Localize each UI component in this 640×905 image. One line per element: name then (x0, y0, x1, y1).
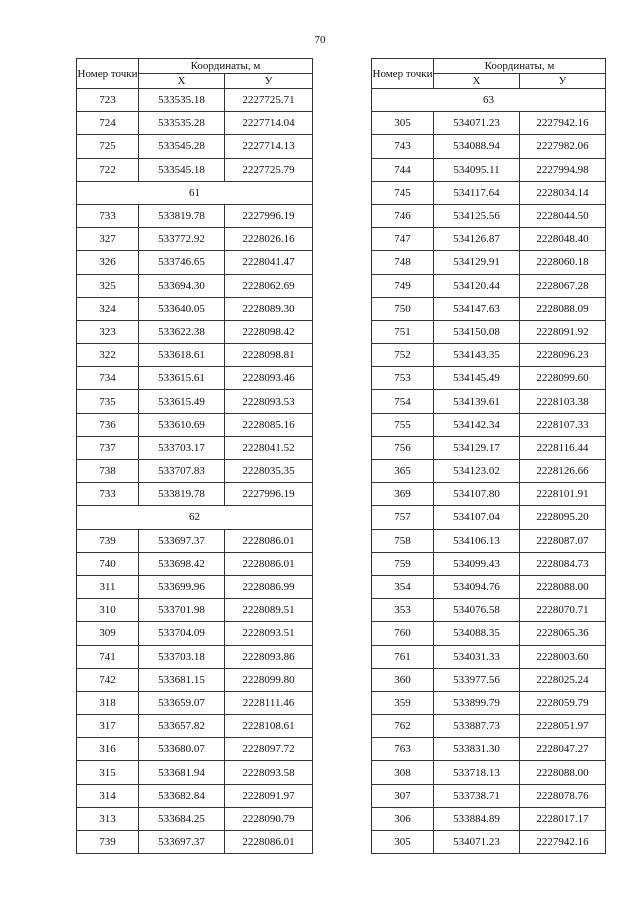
x-coordinate-cell: 534099.43 (434, 552, 520, 575)
table-row (77, 668, 313, 691)
y-coordinate-cell: 2228086.99 (225, 575, 313, 598)
y-coordinate-cell: 2228098.81 (225, 344, 313, 367)
point-number-cell: 763 (372, 738, 434, 761)
section-row (77, 181, 313, 204)
x-coordinate-cell: 533703.17 (139, 436, 225, 459)
table-row (77, 645, 313, 668)
x-coordinate-cell: 533535.28 (139, 112, 225, 135)
y-coordinate-cell: 2227725.79 (225, 158, 313, 181)
table-row (77, 413, 313, 436)
point-number-cell: 307 (372, 784, 434, 807)
table-body-right (372, 89, 606, 854)
y-coordinate-cell: 2228078.76 (520, 784, 606, 807)
table-row (372, 274, 606, 297)
y-coordinate-cell: 2227725.71 (225, 89, 313, 112)
x-coordinate-cell: 533772.92 (139, 228, 225, 251)
point-number-cell: 746 (372, 204, 434, 227)
coordinates-header: Координаты, м (139, 59, 313, 74)
point-number-cell: 308 (372, 761, 434, 784)
point-number-cell: 733 (77, 483, 139, 506)
y-coordinate-cell: 2228089.30 (225, 297, 313, 320)
point-number-cell: 737 (77, 436, 139, 459)
y-coordinate-cell: 2227942.16 (520, 831, 606, 854)
y-coordinate-cell: 2228085.16 (225, 413, 313, 436)
y-coordinate-cell: 2228096.23 (520, 344, 606, 367)
point-number-cell: 755 (372, 413, 434, 436)
y-coordinate-cell: 2228059.79 (520, 691, 606, 714)
y-coordinate-cell: 2228097.72 (225, 738, 313, 761)
y-coordinate-cell: 2227714.13 (225, 135, 313, 158)
x-coordinate-cell: 534125.56 (434, 204, 520, 227)
table-row (372, 390, 606, 413)
table-row (77, 89, 313, 112)
x-coordinate-cell: 533535.18 (139, 89, 225, 112)
table-row (372, 645, 606, 668)
point-number-cell: 739 (77, 529, 139, 552)
x-coordinate-cell: 533681.15 (139, 668, 225, 691)
x-coordinate-cell: 534076.58 (434, 599, 520, 622)
table-row (372, 344, 606, 367)
x-coordinate-cell: 533887.73 (434, 715, 520, 738)
table-row (372, 715, 606, 738)
x-coordinate-cell: 533718.13 (434, 761, 520, 784)
y-coordinate-cell: 2228065.36 (520, 622, 606, 645)
x-coordinate-cell: 534139.61 (434, 390, 520, 413)
point-number-cell: 725 (77, 135, 139, 158)
table-row (77, 460, 313, 483)
point-number-cell: 738 (77, 460, 139, 483)
section-number: 62 (77, 506, 313, 529)
table-row (372, 831, 606, 854)
table-row (77, 158, 313, 181)
y-coordinate-cell: 2228088.00 (520, 761, 606, 784)
y-coordinate-cell: 2227994.98 (520, 158, 606, 181)
point-number-cell: 761 (372, 645, 434, 668)
table-row (372, 668, 606, 691)
point-number-cell: 740 (77, 552, 139, 575)
x-coordinate-cell: 534129.17 (434, 436, 520, 459)
y-coordinate-cell: 2228087.07 (520, 529, 606, 552)
x-coordinate-cell: 533707.83 (139, 460, 225, 483)
x-coordinate-cell: 534095.11 (434, 158, 520, 181)
table-row (372, 228, 606, 251)
x-coordinate-cell: 533977.56 (434, 668, 520, 691)
point-number-cell: 760 (372, 622, 434, 645)
y-coordinate-cell: 2228041.47 (225, 251, 313, 274)
y-coordinate-cell: 2228035.35 (225, 460, 313, 483)
y-coordinate-cell: 2228003.60 (520, 645, 606, 668)
x-coordinate-cell: 534088.35 (434, 622, 520, 645)
coordinates-table-right (371, 58, 606, 854)
table-row (77, 831, 313, 854)
point-number-cell: 315 (77, 761, 139, 784)
y-coordinate-cell: 2228093.51 (225, 622, 313, 645)
x-coordinate-cell: 533694.30 (139, 274, 225, 297)
y-coordinate-cell: 2228048.40 (520, 228, 606, 251)
point-number-cell: 747 (372, 228, 434, 251)
point-number-cell: 310 (77, 599, 139, 622)
x-coordinate-cell: 533659.07 (139, 691, 225, 714)
table-row (372, 413, 606, 436)
point-number-cell: 724 (77, 112, 139, 135)
x-coordinate-cell: 533697.37 (139, 529, 225, 552)
x-coordinate-cell: 534117.64 (434, 181, 520, 204)
x-coordinate-cell: 534107.80 (434, 483, 520, 506)
x-coordinate-cell: 533698.42 (139, 552, 225, 575)
point-number-cell: 316 (77, 738, 139, 761)
table-row (372, 320, 606, 343)
point-number-cell: 322 (77, 344, 139, 367)
table-row (372, 367, 606, 390)
coordinates-header: Координаты, м (434, 59, 606, 74)
section-row (77, 506, 313, 529)
y-coordinate-cell: 2228093.46 (225, 367, 313, 390)
point-number-cell: 757 (372, 506, 434, 529)
y-coordinate-cell: 2228062.69 (225, 274, 313, 297)
x-coordinate-cell: 534142.34 (434, 413, 520, 436)
point-number-cell: 749 (372, 274, 434, 297)
point-number-cell: 748 (372, 251, 434, 274)
section-number: 63 (372, 89, 606, 112)
section-row (372, 89, 606, 112)
table-row (77, 135, 313, 158)
x-coordinate-cell: 533615.49 (139, 390, 225, 413)
table-row (77, 112, 313, 135)
y-coordinate-cell: 2227714.04 (225, 112, 313, 135)
point-number-cell: 745 (372, 181, 434, 204)
table-row (77, 807, 313, 830)
x-coordinate-cell: 533884.89 (434, 807, 520, 830)
y-coordinate-cell: 2228026.16 (225, 228, 313, 251)
point-number-cell: 733 (77, 204, 139, 227)
table-row (372, 483, 606, 506)
point-number-cell: 723 (77, 89, 139, 112)
y-coordinate-cell: 2228017.17 (520, 807, 606, 830)
y-coordinate-cell: 2228044.50 (520, 204, 606, 227)
point-number-cell: 354 (372, 575, 434, 598)
y-coordinate-cell: 2228041.52 (225, 436, 313, 459)
y-coordinate-cell: 2227996.19 (225, 483, 313, 506)
table-row (77, 483, 313, 506)
y-coordinate-cell: 2228099.60 (520, 367, 606, 390)
y-coordinate-cell: 2227942.16 (520, 112, 606, 135)
x-coordinate-cell: 533657.82 (139, 715, 225, 738)
y-coordinate-cell: 2228088.00 (520, 575, 606, 598)
point-number-header: Номер точки (372, 59, 434, 89)
x-coordinate-cell: 533704.09 (139, 622, 225, 645)
x-coordinate-cell: 533545.18 (139, 158, 225, 181)
y-coordinate-cell: 2228067.28 (520, 274, 606, 297)
point-number-cell: 739 (77, 831, 139, 854)
point-number-cell: 314 (77, 784, 139, 807)
table-row (372, 204, 606, 227)
table-row (77, 575, 313, 598)
y-coordinate-cell: 2228093.53 (225, 390, 313, 413)
table-row (77, 251, 313, 274)
point-number-cell: 735 (77, 390, 139, 413)
point-number-cell: 325 (77, 274, 139, 297)
table-row (77, 297, 313, 320)
table-row (372, 181, 606, 204)
section-number: 61 (77, 181, 313, 204)
table-row (372, 529, 606, 552)
x-coordinate-cell: 533697.37 (139, 831, 225, 854)
y-coordinate-cell: 2228116.44 (520, 436, 606, 459)
point-number-cell: 758 (372, 529, 434, 552)
point-number-cell: 313 (77, 807, 139, 830)
table-row (77, 367, 313, 390)
x-coordinate-cell: 534129.91 (434, 251, 520, 274)
x-coordinate-cell: 533545.28 (139, 135, 225, 158)
table-row (77, 738, 313, 761)
y-coordinate-cell: 2228091.97 (225, 784, 313, 807)
point-number-cell: 743 (372, 135, 434, 158)
point-number-cell: 750 (372, 297, 434, 320)
x-coordinate-cell: 533680.07 (139, 738, 225, 761)
x-coordinate-cell: 533819.78 (139, 204, 225, 227)
table-row (372, 460, 606, 483)
table-row (77, 599, 313, 622)
x-coordinate-cell: 534088.94 (434, 135, 520, 158)
table-row (372, 506, 606, 529)
y-header: У (225, 74, 313, 89)
x-coordinate-cell: 533682.84 (139, 784, 225, 807)
table-row (77, 529, 313, 552)
point-number-cell: 327 (77, 228, 139, 251)
x-coordinate-cell: 533615.61 (139, 367, 225, 390)
y-coordinate-cell: 2228025.24 (520, 668, 606, 691)
point-number-cell: 736 (77, 413, 139, 436)
table-row (372, 158, 606, 181)
y-coordinate-cell: 2228126.66 (520, 460, 606, 483)
x-coordinate-cell: 534126.87 (434, 228, 520, 251)
x-coordinate-cell: 533640.05 (139, 297, 225, 320)
table-row (77, 715, 313, 738)
point-number-cell: 369 (372, 483, 434, 506)
point-number-cell: 756 (372, 436, 434, 459)
y-coordinate-cell: 2228088.09 (520, 297, 606, 320)
point-number-cell: 722 (77, 158, 139, 181)
point-number-cell: 323 (77, 320, 139, 343)
table-row (77, 622, 313, 645)
point-number-cell: 311 (77, 575, 139, 598)
table-row (372, 135, 606, 158)
x-coordinate-cell: 533622.38 (139, 320, 225, 343)
point-number-cell: 365 (372, 460, 434, 483)
table-row (372, 297, 606, 320)
x-coordinate-cell: 534106.13 (434, 529, 520, 552)
table-row (372, 575, 606, 598)
y-coordinate-cell: 2228111.46 (225, 691, 313, 714)
point-number-cell: 360 (372, 668, 434, 691)
y-coordinate-cell: 2227996.19 (225, 204, 313, 227)
x-coordinate-cell: 534107.04 (434, 506, 520, 529)
table-row (372, 251, 606, 274)
point-number-cell: 324 (77, 297, 139, 320)
x-coordinate-cell: 533819.78 (139, 483, 225, 506)
table-row (372, 622, 606, 645)
y-coordinate-cell: 2228093.58 (225, 761, 313, 784)
point-number-cell: 305 (372, 112, 434, 135)
x-coordinate-cell: 533618.61 (139, 344, 225, 367)
table-row (77, 390, 313, 413)
point-number-cell: 753 (372, 367, 434, 390)
x-coordinate-cell: 534071.23 (434, 831, 520, 854)
point-number-cell: 353 (372, 599, 434, 622)
table-row (372, 761, 606, 784)
point-number-cell: 326 (77, 251, 139, 274)
point-number-cell: 318 (77, 691, 139, 714)
table-row (77, 274, 313, 297)
y-coordinate-cell: 2228099.80 (225, 668, 313, 691)
x-coordinate-cell: 534094.76 (434, 575, 520, 598)
point-number-cell: 741 (77, 645, 139, 668)
y-coordinate-cell: 2228051.97 (520, 715, 606, 738)
y-coordinate-cell: 2228070.71 (520, 599, 606, 622)
x-coordinate-cell: 534143.35 (434, 344, 520, 367)
point-number-cell: 305 (372, 831, 434, 854)
table-row (77, 344, 313, 367)
y-coordinate-cell: 2228095.20 (520, 506, 606, 529)
table-row (372, 738, 606, 761)
table-row (77, 228, 313, 251)
x-coordinate-cell: 533699.96 (139, 575, 225, 598)
x-coordinate-cell: 534147.63 (434, 297, 520, 320)
x-header: Х (139, 74, 225, 89)
x-header: Х (434, 74, 520, 89)
point-number-cell: 759 (372, 552, 434, 575)
point-number-cell: 306 (372, 807, 434, 830)
y-coordinate-cell: 2228093.86 (225, 645, 313, 668)
x-coordinate-cell: 533684.25 (139, 807, 225, 830)
page-number: 70 (314, 34, 326, 46)
x-coordinate-cell: 533899.79 (434, 691, 520, 714)
table-row (77, 691, 313, 714)
table-row (372, 436, 606, 459)
point-number-cell: 742 (77, 668, 139, 691)
table-body-left (77, 89, 313, 854)
y-coordinate-cell: 2228091.92 (520, 320, 606, 343)
table-row (77, 320, 313, 343)
table-row (77, 552, 313, 575)
table-row (77, 204, 313, 227)
x-coordinate-cell: 534145.49 (434, 367, 520, 390)
coordinates-table-left (76, 58, 313, 854)
table-row (372, 552, 606, 575)
y-coordinate-cell: 2228090.79 (225, 807, 313, 830)
y-coordinate-cell: 2228108.61 (225, 715, 313, 738)
x-coordinate-cell: 533701.98 (139, 599, 225, 622)
y-coordinate-cell: 2228103.38 (520, 390, 606, 413)
point-number-cell: 744 (372, 158, 434, 181)
y-coordinate-cell: 2227982.06 (520, 135, 606, 158)
point-number-cell: 762 (372, 715, 434, 738)
point-number-cell: 752 (372, 344, 434, 367)
table-row (372, 112, 606, 135)
table-row (372, 807, 606, 830)
x-coordinate-cell: 534150.08 (434, 320, 520, 343)
y-coordinate-cell: 2228034.14 (520, 181, 606, 204)
table-row (372, 784, 606, 807)
x-coordinate-cell: 534071.23 (434, 112, 520, 135)
table-row (77, 784, 313, 807)
table-row (77, 761, 313, 784)
x-coordinate-cell: 534120.44 (434, 274, 520, 297)
table-row (372, 691, 606, 714)
table-row (372, 599, 606, 622)
y-coordinate-cell: 2228098.42 (225, 320, 313, 343)
x-coordinate-cell: 533610.69 (139, 413, 225, 436)
point-number-cell: 754 (372, 390, 434, 413)
point-number-cell: 309 (77, 622, 139, 645)
table-row (77, 436, 313, 459)
y-header: У (520, 74, 606, 89)
x-coordinate-cell: 533703.18 (139, 645, 225, 668)
y-coordinate-cell: 2228086.01 (225, 552, 313, 575)
x-coordinate-cell: 533831.30 (434, 738, 520, 761)
point-number-header: Номер точки (77, 59, 139, 89)
y-coordinate-cell: 2228060.18 (520, 251, 606, 274)
y-coordinate-cell: 2228089.51 (225, 599, 313, 622)
y-coordinate-cell: 2228101.91 (520, 483, 606, 506)
y-coordinate-cell: 2228047.27 (520, 738, 606, 761)
y-coordinate-cell: 2228084.73 (520, 552, 606, 575)
x-coordinate-cell: 534123.02 (434, 460, 520, 483)
x-coordinate-cell: 534031.33 (434, 645, 520, 668)
y-coordinate-cell: 2228086.01 (225, 831, 313, 854)
point-number-cell: 359 (372, 691, 434, 714)
point-number-cell: 751 (372, 320, 434, 343)
x-coordinate-cell: 533681.94 (139, 761, 225, 784)
point-number-cell: 317 (77, 715, 139, 738)
point-number-cell: 734 (77, 367, 139, 390)
y-coordinate-cell: 2228086.01 (225, 529, 313, 552)
x-coordinate-cell: 533746.65 (139, 251, 225, 274)
x-coordinate-cell: 533738.71 (434, 784, 520, 807)
y-coordinate-cell: 2228107.33 (520, 413, 606, 436)
